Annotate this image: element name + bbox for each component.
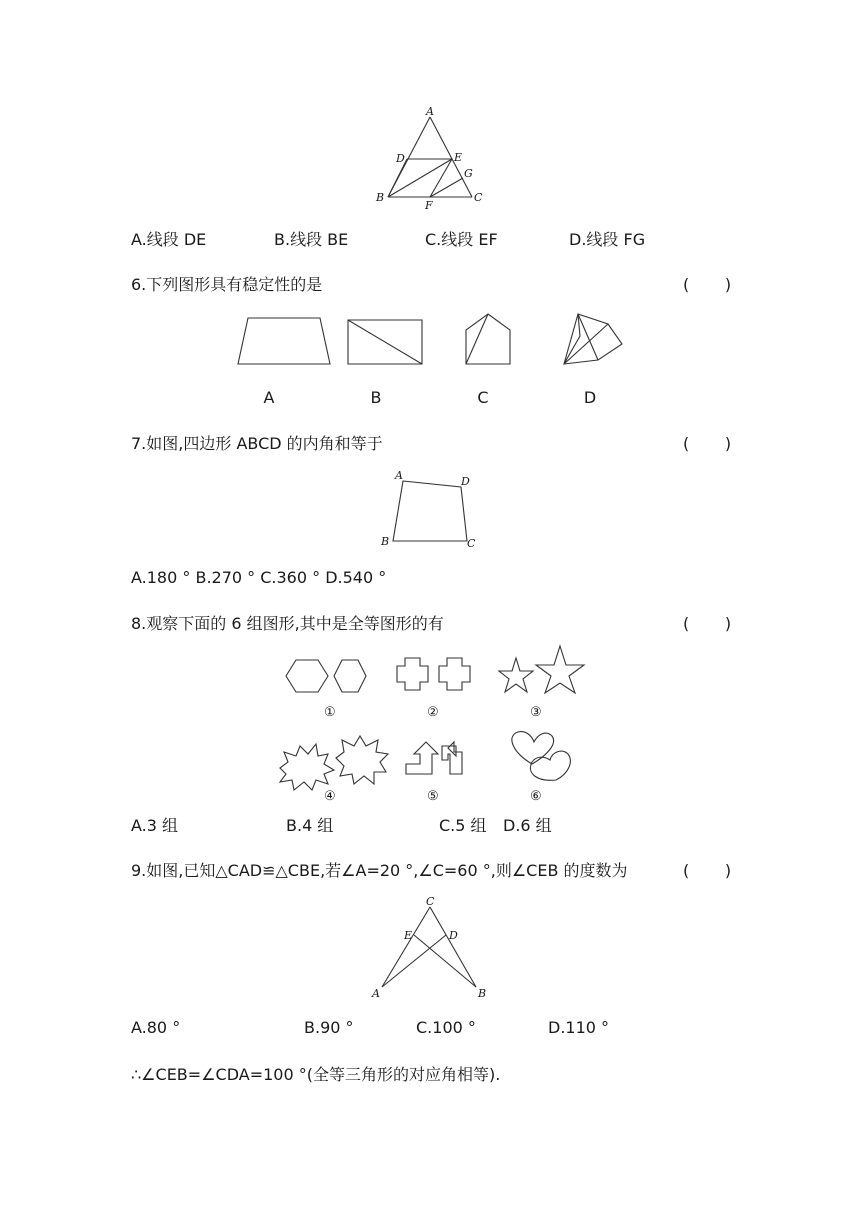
q6-answer-paren: ( ): [683, 275, 732, 294]
q7-quadrilateral-figure: [375, 465, 485, 555]
q9-label-a: A: [372, 987, 380, 1000]
q8-group-label-4: ④: [324, 789, 336, 804]
cross-shape: [397, 658, 428, 690]
q9-stem: 9.如图,已知△CAD≌△CBE,若∠A=20 °,∠C=60 °,则∠CEB 的度数为: [131, 861, 628, 880]
q6-shape-label-b: B: [370, 388, 382, 407]
q9-label-e: E: [404, 929, 413, 942]
q6-shape-label-c: C: [477, 388, 489, 407]
q6-shape-label-a: A: [263, 388, 275, 407]
heart-shape: [512, 732, 554, 764]
heart-shape: [530, 751, 570, 780]
q9-option-a: A.80 °: [131, 1018, 181, 1037]
q5-label-b: B: [376, 191, 385, 204]
star-shape: [536, 646, 584, 693]
q9-label-b: B: [478, 987, 487, 1000]
q5-option-b: B.线段 BE: [274, 230, 349, 249]
q5-label-f: F: [425, 199, 433, 212]
q6-shape-label-d: D: [583, 388, 597, 407]
cross-shape: [439, 658, 470, 690]
q8-stem: 8.观察下面的 6 组图形,其中是全等图形的有: [131, 614, 444, 633]
q5-label-c: C: [474, 191, 483, 204]
q7-label-c: C: [467, 537, 476, 550]
q7-answer-paren: ( ): [683, 434, 732, 453]
trapezoid-shape: [238, 318, 330, 364]
q7-label-a: A: [395, 469, 403, 482]
q5-option-c: C.线段 EF: [425, 230, 498, 249]
q7-label-d: D: [461, 475, 470, 488]
q9-label-c: C: [426, 895, 435, 908]
q8-group-label-6: ⑥: [530, 789, 542, 804]
q5-label-e: E: [454, 151, 463, 164]
hexagon-shape: [286, 660, 328, 692]
q9-option-c: C.100 °: [416, 1018, 476, 1037]
hexagon-shape: [334, 660, 366, 692]
q5-option-a: A.线段 DE: [131, 230, 207, 249]
q8-option-a: A.3 组: [131, 816, 179, 835]
q7-options: A.180 ° B.270 ° C.360 ° D.540 °: [131, 568, 387, 587]
q8-group-label-1: ①: [324, 705, 336, 720]
q8-group-label-3: ③: [530, 705, 542, 720]
q9-answer-paren: ( ): [683, 861, 732, 880]
q5-option-d: D.线段 FG: [569, 230, 646, 249]
q8-answer-paren: ( ): [683, 614, 732, 633]
q5-triangle-figure: [370, 105, 490, 215]
q6-shapes-figure: [230, 310, 630, 370]
q8-option-b: B.4 组: [286, 816, 334, 835]
q7-stem: 7.如图,四边形 ABCD 的内角和等于: [131, 434, 383, 453]
q8-shapes-figure: [270, 640, 590, 810]
q5-label-d: D: [396, 152, 405, 165]
arrow-shape: [442, 742, 462, 774]
burst-shape: [280, 744, 334, 790]
q8-group-label-5: ⑤: [427, 789, 439, 804]
q5-label-g: G: [464, 167, 473, 180]
q6-stem: 6.下列图形具有稳定性的是: [131, 275, 323, 294]
q8-group-label-2: ②: [427, 705, 439, 720]
q8-option-d: D.6 组: [503, 816, 552, 835]
star-shape: [499, 658, 533, 692]
burst-shape: [336, 736, 388, 784]
q9-option-b: B.90 °: [304, 1018, 354, 1037]
q9-option-d: D.110 °: [548, 1018, 610, 1037]
q7-label-b: B: [381, 535, 390, 548]
solution-line: ∴∠CEB=∠CDA=100 °(全等三角形的对应角相等).: [131, 1065, 501, 1084]
pentagon-shape: [466, 314, 510, 364]
q9-triangles-figure: [368, 893, 498, 1003]
arrow-shape: [406, 742, 438, 774]
q9-label-d: D: [449, 929, 458, 942]
q8-option-c: C.5 组: [439, 816, 487, 835]
q5-label-a: A: [426, 105, 434, 118]
